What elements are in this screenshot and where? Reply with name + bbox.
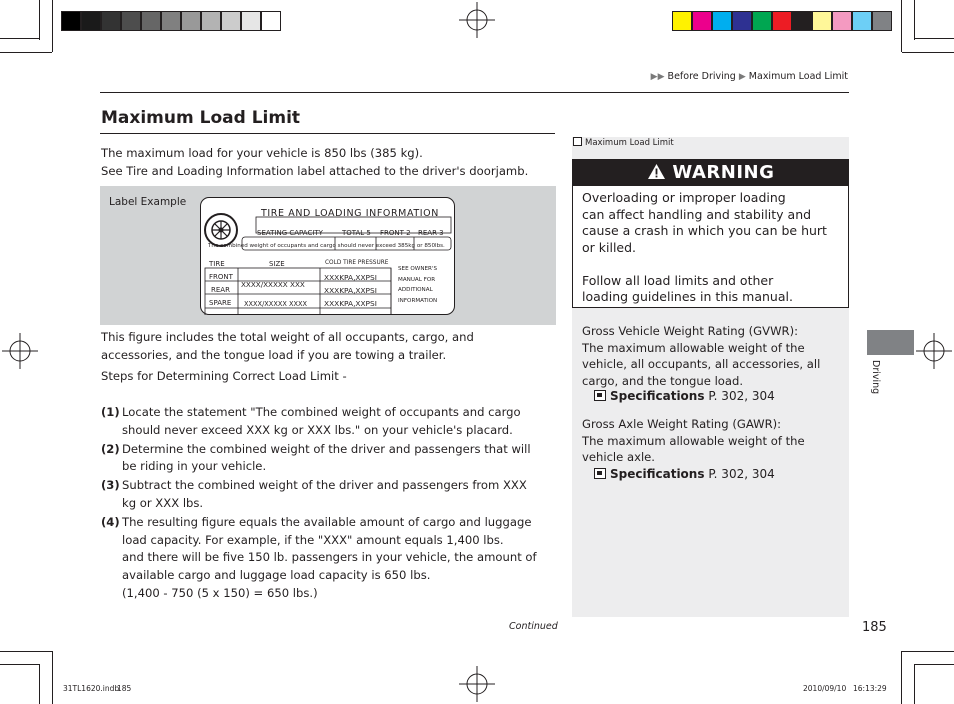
color-swatch <box>832 11 852 31</box>
color-swatch <box>121 11 141 31</box>
placard-title: TIRE AND LOADING INFORMATION <box>261 208 439 219</box>
title-rule <box>100 133 555 134</box>
figure-note-line: This figure includes the total weight of all occupants, cargo, and <box>101 330 474 344</box>
sidebar-heading <box>572 137 849 151</box>
color-swatch <box>852 11 872 31</box>
label-example-caption: Label Example <box>109 196 187 208</box>
gawr-definition <box>582 416 805 466</box>
color-swatch <box>101 11 121 31</box>
color-swatch <box>812 11 832 31</box>
breadcrumb-arrow-icon: ▶ <box>738 72 746 82</box>
tire-loading-placard <box>200 197 455 315</box>
color-swatch <box>692 11 712 31</box>
placard-row-front-size: XXXX/XXXXX XXX <box>241 280 305 289</box>
breadcrumb-item-maximum-load-limit[interactable]: Maximum Load Limit <box>748 71 848 82</box>
color-swatch <box>872 11 892 31</box>
continued-label: Continued <box>509 621 558 632</box>
warning-label: WARNING <box>672 162 775 183</box>
breadcrumb-item-before-driving[interactable]: Before Driving <box>667 71 736 82</box>
figure-note <box>101 329 556 364</box>
step-line: available cargo and luggage load capacity is 650 lbs. <box>122 568 431 583</box>
step-item <box>101 514 556 603</box>
placard-col-size: SIZE <box>269 260 285 268</box>
warning-line: loading guidelines in this manual. <box>582 289 793 304</box>
gvwr-line: cargo, and the tongue load. <box>582 373 744 388</box>
placard-row-front-pressure: XXXKPA,XXPSI <box>324 273 377 282</box>
step-item <box>101 477 556 513</box>
cross-reference-icon <box>594 390 606 401</box>
color-swatch <box>792 11 812 31</box>
step-line: Determine the combined weight of the driver and passengers that will <box>122 441 531 456</box>
step-line: Subtract the combined weight of the driver and passengers from XXX <box>122 478 527 493</box>
placard-front-count: FRONT 2 <box>380 229 411 237</box>
intro-line: See Tire and Loading Information label attached to the driver's doorjamb. <box>101 163 529 178</box>
step-line: kg or XXX lbs. <box>122 495 204 510</box>
ref-label[interactable]: Specifications <box>610 389 705 403</box>
warning-line: Follow all load limits and other <box>582 272 774 288</box>
placard-col-tire: TIRE <box>209 260 225 268</box>
color-swatch <box>261 11 281 31</box>
registration-mark-left-icon <box>2 333 38 369</box>
warning-box <box>572 159 849 308</box>
color-swatch <box>181 11 201 31</box>
step-number: (1) <box>101 405 120 419</box>
gawr-line: The maximum allowable weight of the <box>582 433 805 448</box>
color-swatch <box>201 11 221 31</box>
placard-col-pressure: COLD TIRE PRESSURE <box>325 260 389 266</box>
warning-line: cause a crash in which you can be hurt <box>582 223 827 238</box>
section-tab-marker <box>867 330 914 355</box>
step-item <box>101 404 556 440</box>
gawr-title: Gross Axle Weight Rating (GAWR): <box>582 417 782 431</box>
figure-note-line: accessories, and the tongue load if you are towing a trailer. <box>101 347 447 362</box>
footer-date: 2010/09/10 <box>803 684 847 693</box>
steps-heading: Steps for Determining Correct Load Limit - <box>101 369 347 383</box>
warning-text <box>573 186 848 306</box>
color-swatch <box>141 11 161 31</box>
step-line: load capacity. For example, if the "XXX" amount equals 1,400 lbs. <box>122 532 504 547</box>
footer-page: 185 <box>117 684 132 693</box>
header-rule <box>100 92 849 93</box>
gvwr-definition <box>582 323 820 389</box>
placard-total: TOTAL 5 <box>342 229 371 237</box>
gvwr-title: Gross Vehicle Weight Rating (GVWR): <box>582 324 799 338</box>
intro-text <box>101 145 556 180</box>
placard-see-manual-line: INFORMATION <box>398 297 438 304</box>
footer-file: 31TL1620.indb <box>63 684 120 693</box>
warning-header <box>573 160 848 186</box>
page-number: 185 <box>862 620 887 635</box>
gvwr-line: vehicle, all occupants, all accessories, all <box>582 357 821 372</box>
placard-row-rear-pressure: XXXKPA,XXPSI <box>324 286 377 295</box>
step-number: (4) <box>101 514 120 529</box>
placard-weight-statement: The combined weight of occupants and cargo should never exceed 385kg or 850lbs. <box>208 243 445 249</box>
color-swatch <box>221 11 241 31</box>
step-line: should never exceed XXX kg or XXX lbs." on your vehicle's placard. <box>122 422 513 437</box>
registration-mark-right-icon <box>916 333 952 369</box>
gvwr-spec-reference[interactable] <box>594 389 775 403</box>
note-icon <box>573 137 582 146</box>
color-swatch <box>772 11 792 31</box>
step-line: and there will be five 150 lb. passengers in your vehicle, the amount of <box>122 550 537 565</box>
step-line: be riding in your vehicle. <box>122 459 267 474</box>
warning-line: Overloading or improper loading <box>582 190 786 205</box>
breadcrumb-arrow-icon: ▶▶ <box>650 72 665 82</box>
step-item <box>101 441 556 477</box>
placard-row-spare-tire: SPARE <box>209 299 232 307</box>
color-swatch <box>241 11 261 31</box>
placard-row-spare-size: XXXX/XXXXX XXXX <box>244 300 308 308</box>
step-line: (1,400 - 750 (5 x 150) = 650 lbs.) <box>122 585 318 600</box>
step-line: Locate the statement "The combined weight of occupants and cargo <box>122 405 521 419</box>
registration-mark-top-icon <box>459 2 495 38</box>
breadcrumb <box>651 71 848 82</box>
color-swatch <box>61 11 81 31</box>
ref-pages: P. 302, 304 <box>708 389 775 403</box>
sidebar-heading-text: Maximum Load Limit <box>585 138 674 148</box>
placard-seating-capacity: SEATING CAPACITY <box>257 229 323 237</box>
cross-reference-icon <box>594 468 606 479</box>
warning-triangle-icon <box>647 163 666 180</box>
page-title: Maximum Load Limit <box>101 108 301 128</box>
footer-time: 16:13:29 <box>853 684 887 693</box>
placard-row-spare-pressure: XXXKPA,XXPSI <box>324 299 377 308</box>
gvwr-line: The maximum allowable weight of the <box>582 340 805 355</box>
step-number: (3) <box>101 478 120 493</box>
section-tab-label: Driving <box>870 360 881 395</box>
placard-see-manual-line: SEE OWNER'S <box>398 266 438 272</box>
gawr-line: vehicle axle. <box>582 450 655 465</box>
tire-icon <box>205 214 237 246</box>
color-swatch <box>712 11 732 31</box>
color-swatch <box>161 11 181 31</box>
placard-see-manual-line: ADDITIONAL <box>398 287 433 293</box>
color-swatch <box>752 11 772 31</box>
step-line: The resulting figure equals the available amount of cargo and luggage <box>122 514 532 529</box>
step-number: (2) <box>101 441 120 456</box>
gawr-spec-reference[interactable] <box>594 467 775 481</box>
ref-label[interactable]: Specifications <box>610 467 705 481</box>
steps-list <box>101 404 556 604</box>
color-swatch <box>81 11 101 31</box>
warning-line: can affect handling and stability and <box>582 206 812 222</box>
label-example-figure <box>100 186 556 325</box>
color-swatch <box>732 11 752 31</box>
warning-line: or killed. <box>582 239 637 255</box>
intro-line: The maximum load for your vehicle is 850 lbs (385 kg). <box>101 146 423 160</box>
ref-pages: P. 302, 304 <box>708 467 775 481</box>
placard-row-front-tire: FRONT <box>209 273 233 281</box>
placard-rear-count: REAR 3 <box>418 229 444 237</box>
placard-row-rear-tire: REAR <box>211 286 230 294</box>
placard-see-manual-line: MANUAL FOR <box>398 276 436 283</box>
color-swatch <box>672 11 692 31</box>
placard-see-manual <box>398 264 437 306</box>
registration-mark-bottom-icon <box>459 666 495 702</box>
